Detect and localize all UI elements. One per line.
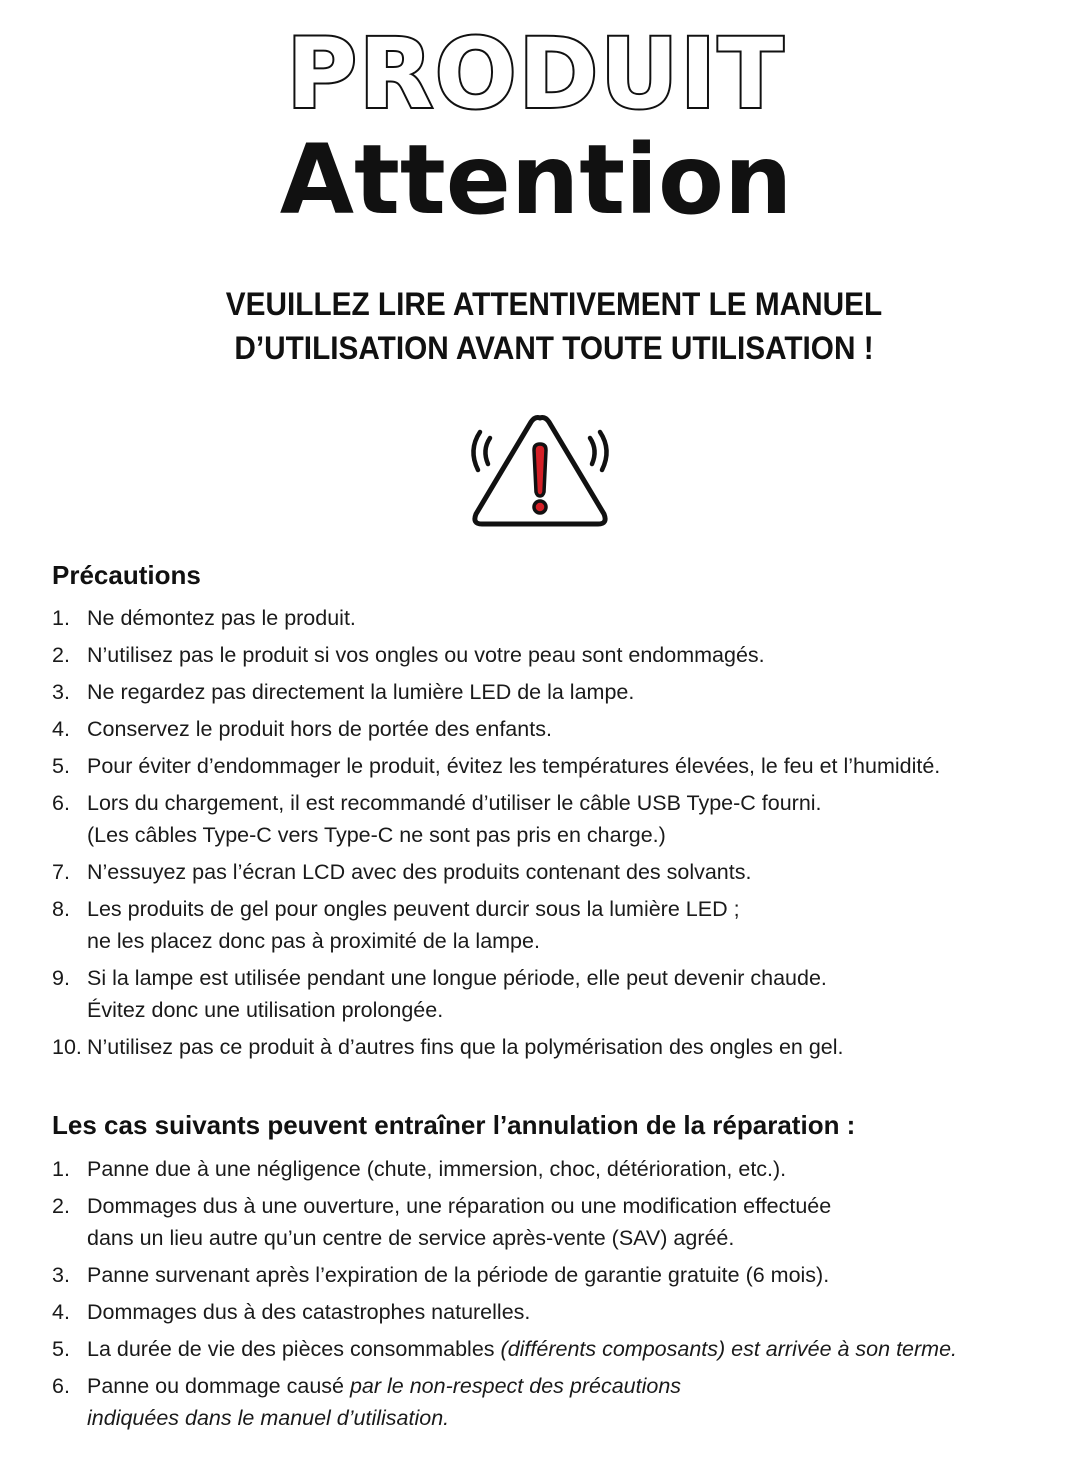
item-text: Pour éviter d’endommager le produit, évitez les températures élevées, le feu et l’humidité. [87,754,941,778]
vibration-right-outer [600,432,607,470]
item-number: 6. [52,791,70,815]
item-text-plain: Panne ou dommage causé [87,1374,350,1398]
warranty-void-title: Les cas suivants peuvent entraîner l’annulation de la réparation : [52,1110,856,1140]
list-item [52,1259,1062,1291]
item-text: Lors du chargement, il est recommandé d’utiliser le câble USB Type-C fourni. [87,791,822,815]
warning-line-2: D’UTILISATION AVANT TOUTE UTILISATION ! [234,330,874,366]
item-text: Ne regardez pas directement la lumière LED de la lampe. [87,680,635,704]
item-text-continued: dans un lieu autre qu’un centre de service après-vente (SAV) agréé. [87,1226,735,1250]
item-text: Dommages dus à une ouverture, une réparation ou une modification effectuée [87,1194,832,1218]
item-text: Dommages dus à des catastrophes naturelles. [87,1300,531,1324]
list-item [52,787,1062,851]
list-item [52,639,1062,671]
list-item [52,713,1062,745]
item-text-italic: (différents composants) est arrivée à son terme. [500,1337,957,1361]
item-number: 2. [52,1194,70,1218]
item-text: N’utilisez pas ce produit à d’autres fins que la polymérisation des ongles en gel. [87,1035,844,1059]
list-item [52,602,1062,634]
item-text-continued: Évitez donc une utilisation prolongée. [87,998,444,1022]
item-text: N’essuyez pas l’écran LCD avec des produits contenant des solvants. [87,860,752,884]
item-text-italic: par le non-respect des précautions [349,1374,682,1398]
item-text: Les produits de gel pour ongles peuvent durcir sous la lumière LED ; [87,897,740,921]
list-item [52,893,1062,957]
item-text: N’utilisez pas le produit si vos ongles ou votre peau sont endommagés. [87,643,765,667]
item-text: Panne due à une négligence (chute, immersion, choc, détérioration, etc.). [87,1157,787,1181]
item-text [87,1370,1062,1402]
vibration-right-inner [590,438,595,464]
item-text: Conservez le produit hors de portée des enfants. [87,717,552,741]
vibration-left-outer [473,432,480,470]
item-text: Panne survenant après l’expiration de la période de garantie gratuite (6 mois). [87,1263,830,1287]
item-number: 7. [52,860,70,884]
item-number: 3. [52,680,70,704]
list-item [52,750,1062,782]
warranty-void-list [52,1153,1062,1439]
item-text-plain: La durée de vie des pièces consommables [87,1337,501,1361]
item-number: 4. [52,717,70,741]
item-number: 3. [52,1263,70,1287]
list-item [52,1333,1062,1365]
title-main: Attention [279,124,793,236]
item-text-continued: indiquées dans le manuel d’utilisation. [87,1406,450,1430]
exclamation-dot [534,501,546,513]
warning-triangle-icon [464,408,616,534]
list-item [52,1296,1062,1328]
list-item [52,1153,1062,1185]
list-item [52,1370,1062,1434]
item-text-continued: (Les câbles Type-C vers Type-C ne sont pas pris en charge.) [87,823,666,847]
title-outline: PRODUIT [286,18,786,130]
item-text-continued: ne les placez donc pas à proximité de la lampe. [87,929,540,953]
item-number: 6. [52,1374,70,1398]
list-item [52,1031,1062,1063]
item-number: 1. [52,606,70,630]
item-number: 10. [52,1035,82,1059]
list-item [52,962,1062,1026]
item-number: 4. [52,1300,70,1324]
item-text [87,1333,1062,1365]
item-number: 1. [52,1157,70,1181]
list-item [52,1190,1062,1254]
item-text: Ne démontez pas le produit. [87,606,356,630]
list-item [52,856,1062,888]
item-number: 5. [52,754,70,778]
item-number: 2. [52,643,70,667]
item-number: 9. [52,966,70,990]
warning-line-1: VEUILLEZ LIRE ATTENTIVEMENT LE MANUEL [225,286,883,322]
list-item [52,676,1062,708]
precautions-list [52,602,1062,1068]
item-number: 5. [52,1337,70,1361]
item-number: 8. [52,897,70,921]
vibration-left-inner [485,438,490,464]
warning-notice [39,282,1069,370]
precautions-title: Précautions [52,560,201,590]
item-text: Si la lampe est utilisée pendant une longue période, elle peut devenir chaude. [87,966,827,990]
exclamation-bar [534,444,546,496]
